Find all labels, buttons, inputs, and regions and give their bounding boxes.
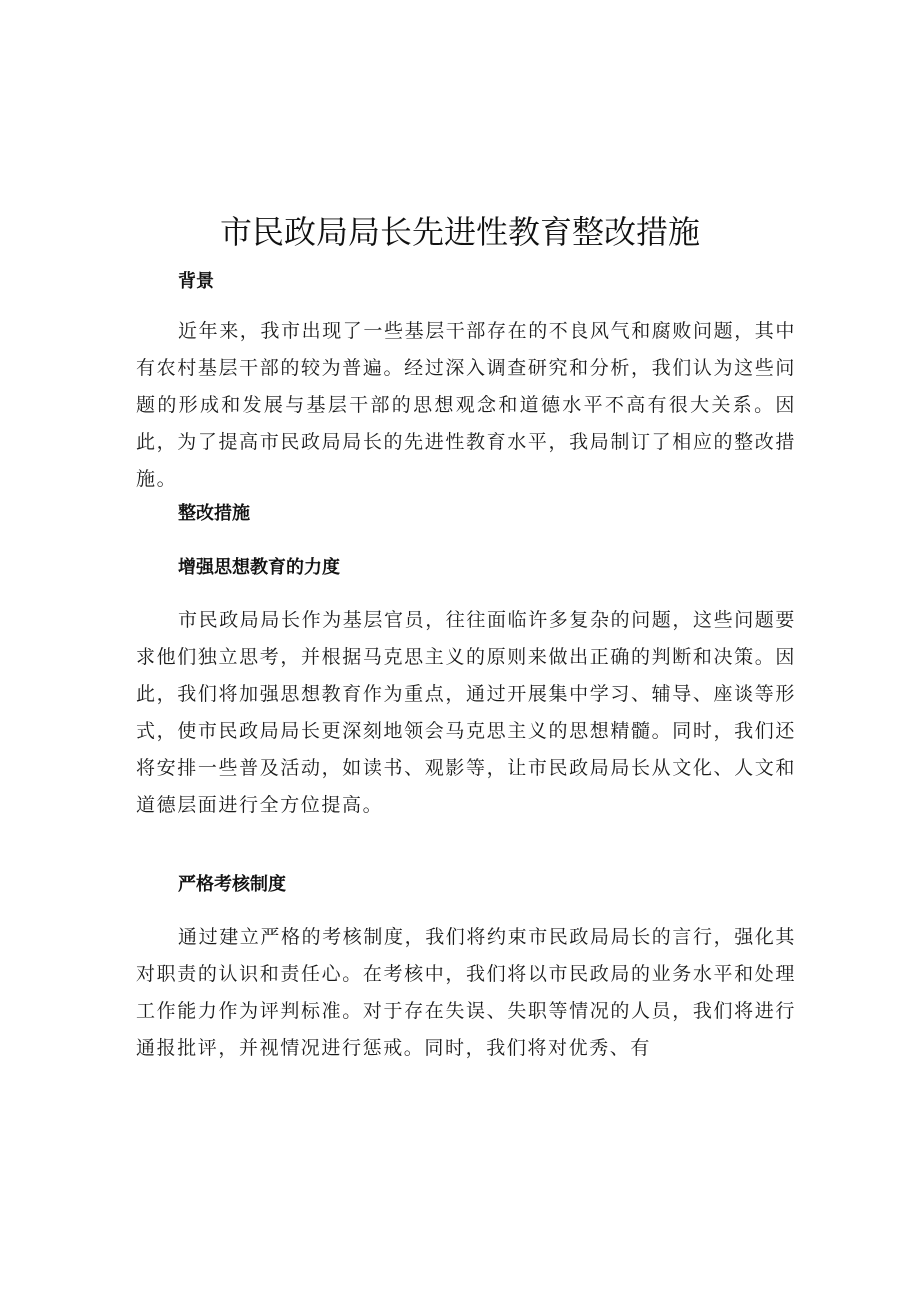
document-title: 市民政局局长先进性教育整改措施	[219, 213, 700, 251]
paragraph-assessment: 通过建立严格的考核制度，我们将约束市民政局局长的言行，强化其对职责的认识和责任心。在考核中，我们将以市民政局的业务水平和处理工作能力作为评判标准。对于存在失误、失职等情况的人员，我们将进行通报批评，并视情况进行惩戒。同时，我们将对优秀、有	[136, 926, 797, 1059]
subsection-heading-ideology: 增强思想教育的力度	[178, 557, 340, 578]
section-heading-measures: 整改措施	[178, 503, 250, 524]
subsection-heading-assessment: 严格考核制度	[178, 874, 286, 895]
section-heading-background: 背景	[178, 271, 214, 292]
paragraph-background: 近年来，我市出现了一些基层干部存在的不良风气和腐败问题，其中有农村基层干部的较为普遍。经过深入调查研究和分析，我们认为这些问题的形成和发展与基层干部的思想观念和道德水平不高有很大关系。因此，为了提高市民政局局长的先进性教育水平，我局制订了相应的整改措施。	[136, 320, 797, 490]
paragraph-ideology: 市民政局局长作为基层官员，往往面临许多复杂的问题，这些问题要求他们独立思考，并根据马克思主义的原则来做出正确的判断和决策。因此，我们将加强思想教育作为重点，通过开展集中学习、辅导、座谈等形式，使市民政局局长更深刻地领会马克思主义的思想精髓。同时，我们还将安排一些普及活动，如读书、观影等，让市民政局局长从文化、人文和道德层面进行全方位提高。	[136, 609, 797, 816]
